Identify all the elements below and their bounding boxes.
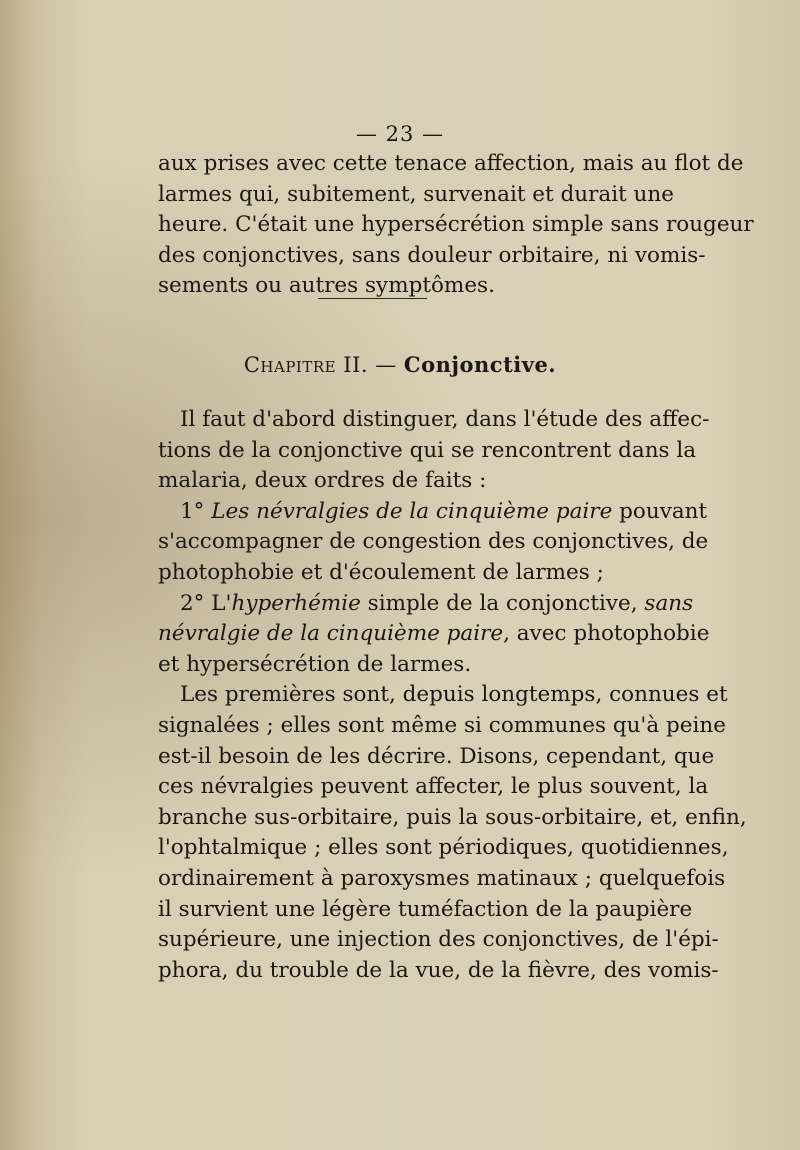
text-line: des conjonctives, sans douleur orbitaire, ni vomis- <box>158 242 706 268</box>
text-fragment: , avec photophobie <box>503 621 710 647</box>
text-line: phora, du trouble de la vue, de la fièvre, des vomis- <box>158 957 719 983</box>
text-fragment: L' <box>211 590 232 616</box>
text-line: s'accompagner de congestion des conjonctives, de <box>158 529 709 555</box>
italic-term: névralgie de la cinquième paire <box>158 621 504 647</box>
text-line: Les premières sont, depuis longtemps, connues et <box>180 682 728 708</box>
text-line: est-il besoin de les décrire. Disons, cependant, que <box>158 743 715 769</box>
text-line: il survient une légère tuméfaction de la paupière <box>158 896 693 922</box>
list-number: 1° <box>180 498 205 524</box>
italic-term: sans <box>644 590 694 616</box>
text-line: supérieure, une injection des conjonctives, de l'épi- <box>158 927 719 953</box>
list-item-1-line <box>158 497 708 528</box>
chapter-separator: — <box>368 353 404 377</box>
text-line: larmes qui, subitement, survenait et durait une <box>158 181 674 207</box>
text-line: photophobie et d'écoulement de larmes ; <box>158 559 604 585</box>
text-line: malaria, deux ordres de faits : <box>158 468 487 494</box>
italic-term: Les névralgies de la cinquième paire <box>211 498 613 524</box>
text-fragment: simple de la conjonctive, <box>367 590 638 616</box>
text-line: Il faut d'abord distinguer, dans l'étude des affec- <box>180 407 710 432</box>
text-line: signalées ; elles sont même si communes qu'à peine <box>158 712 726 738</box>
text-line: aux prises avec cette tenace affection, mais au flot de <box>158 151 744 176</box>
text-line: ordinairement à paroxysmes matinaux ; quelquefois <box>158 865 726 891</box>
text-line <box>158 619 710 650</box>
text-line: et hypersécrétion de larmes. <box>158 651 472 677</box>
text-line: sements ou autres symptômes. <box>158 273 495 299</box>
text-line: tions de la conjonctive qui se rencontrent dans la <box>158 437 697 463</box>
list-item-2-line <box>158 589 694 620</box>
chapter-title: Conjonctive. <box>403 352 557 377</box>
list-number: 2° <box>180 590 205 616</box>
chapter-heading <box>0 352 800 377</box>
text-line: heure. C'était une hypersécrétion simple sans rougeur <box>158 212 754 238</box>
intro-paragraph <box>158 149 754 302</box>
text-line: ces névralgies peuvent affecter, le plus souvent, la <box>158 774 709 800</box>
text-line: l'ophtalmique ; elles sont périodiques, quotidiennes, <box>158 835 729 861</box>
page-number: — 23 — <box>355 122 445 146</box>
main-text <box>158 405 747 986</box>
chapter-label: Chapitre II. <box>243 353 369 377</box>
text-line: branche sus-orbitaire, puis la sous-orbitaire, et, enfin, <box>158 804 747 830</box>
italic-term: hyperhémie <box>231 590 361 616</box>
section-divider <box>318 298 427 299</box>
text-fragment: pouvant <box>619 498 708 524</box>
